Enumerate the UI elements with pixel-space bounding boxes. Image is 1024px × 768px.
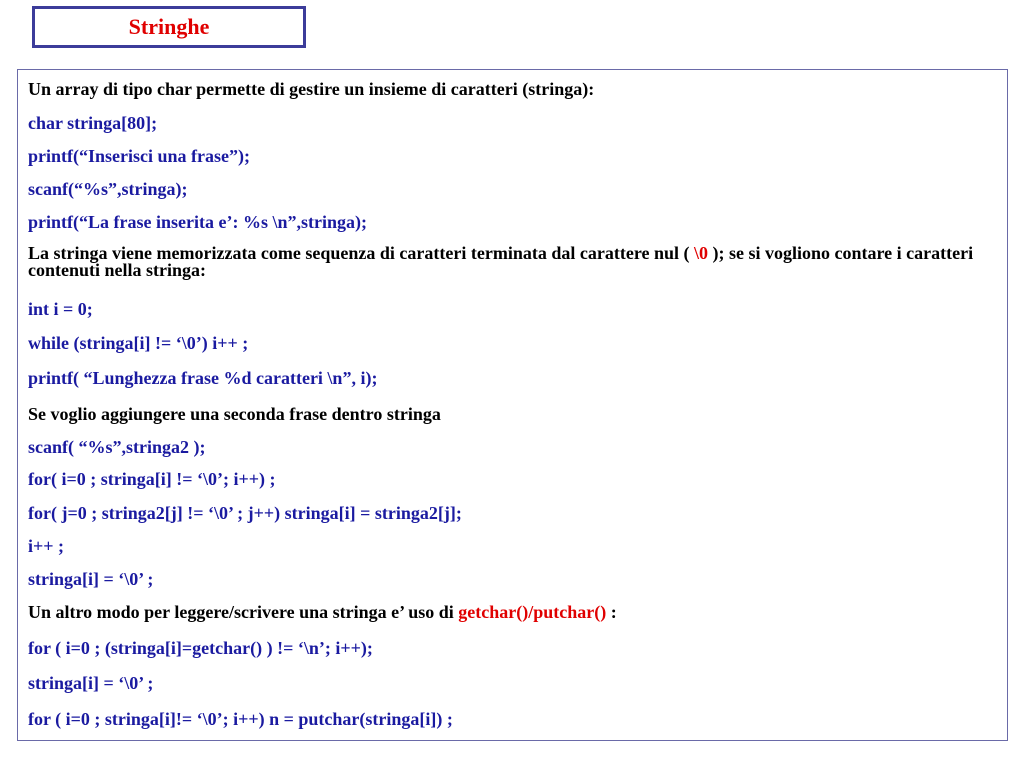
code-line-terminate: stringa[i] = ‘\0’ ;	[28, 569, 154, 589]
code-line-for-putchar: for ( i=0 ; stringa[i]!= ‘\0’; i++) n = putchar(stringa[i]) ;	[28, 709, 453, 729]
code-line-printf-length: printf( “Lunghezza frase %d caratteri \n”, i);	[28, 368, 378, 388]
code-line-for-i: for( i=0 ; stringa[i] != ‘\0’; i++) ;	[28, 469, 276, 489]
nul-text-part2: ); se si vogliono contare i caratteri contenuti nella stringa:	[28, 243, 974, 280]
getchar-highlight: getchar()/putchar()	[458, 602, 607, 622]
text-line-getchar	[28, 603, 997, 621]
code-line-declaration: char stringa[80];	[28, 113, 158, 133]
code-line-scanf: scanf(“%s”,stringa);	[28, 179, 188, 199]
slide-title-text: Stringhe	[128, 14, 210, 39]
getchar-text-part1: Un altro modo per leggere/scrivere una stringa e’ uso di	[28, 602, 459, 622]
code-line-increment: i++ ;	[28, 536, 65, 556]
code-line-terminate2: stringa[i] = ‘\0’ ;	[28, 673, 154, 693]
text-line-intro: Un array di tipo char permette di gestire un insieme di caratteri (stringa):	[28, 79, 595, 99]
slide-title	[32, 6, 306, 48]
code-line-while: while (stringa[i] != ‘\0’) i++ ;	[28, 333, 249, 353]
nul-text-part1: La stringa viene memorizzata come sequenza di caratteri terminata dal carattere nul (	[28, 243, 694, 263]
code-line-printf-prompt: printf(“Inserisci una frase”);	[28, 146, 250, 166]
code-line-int-init: int i = 0;	[28, 299, 93, 319]
text-line-nul-explanation	[28, 245, 997, 279]
nul-char-highlight: \0	[693, 243, 708, 263]
code-line-for-getchar: for ( i=0 ; (stringa[i]=getchar() ) != ‘\n’; i++);	[28, 638, 373, 658]
code-line-printf-result: printf(“La frase inserita e’: %s \n”,stringa);	[28, 212, 367, 232]
code-line-scanf2: scanf( “%s”,stringa2 );	[28, 437, 206, 457]
code-line-for-j: for( j=0 ; stringa2[j] != ‘\0’ ; j++) stringa[i] = stringa2[j];	[28, 503, 462, 523]
text-line-second-phrase: Se voglio aggiungere una seconda frase dentro stringa	[28, 404, 441, 424]
content-panel	[17, 69, 1008, 741]
getchar-text-part2: :	[606, 602, 617, 622]
